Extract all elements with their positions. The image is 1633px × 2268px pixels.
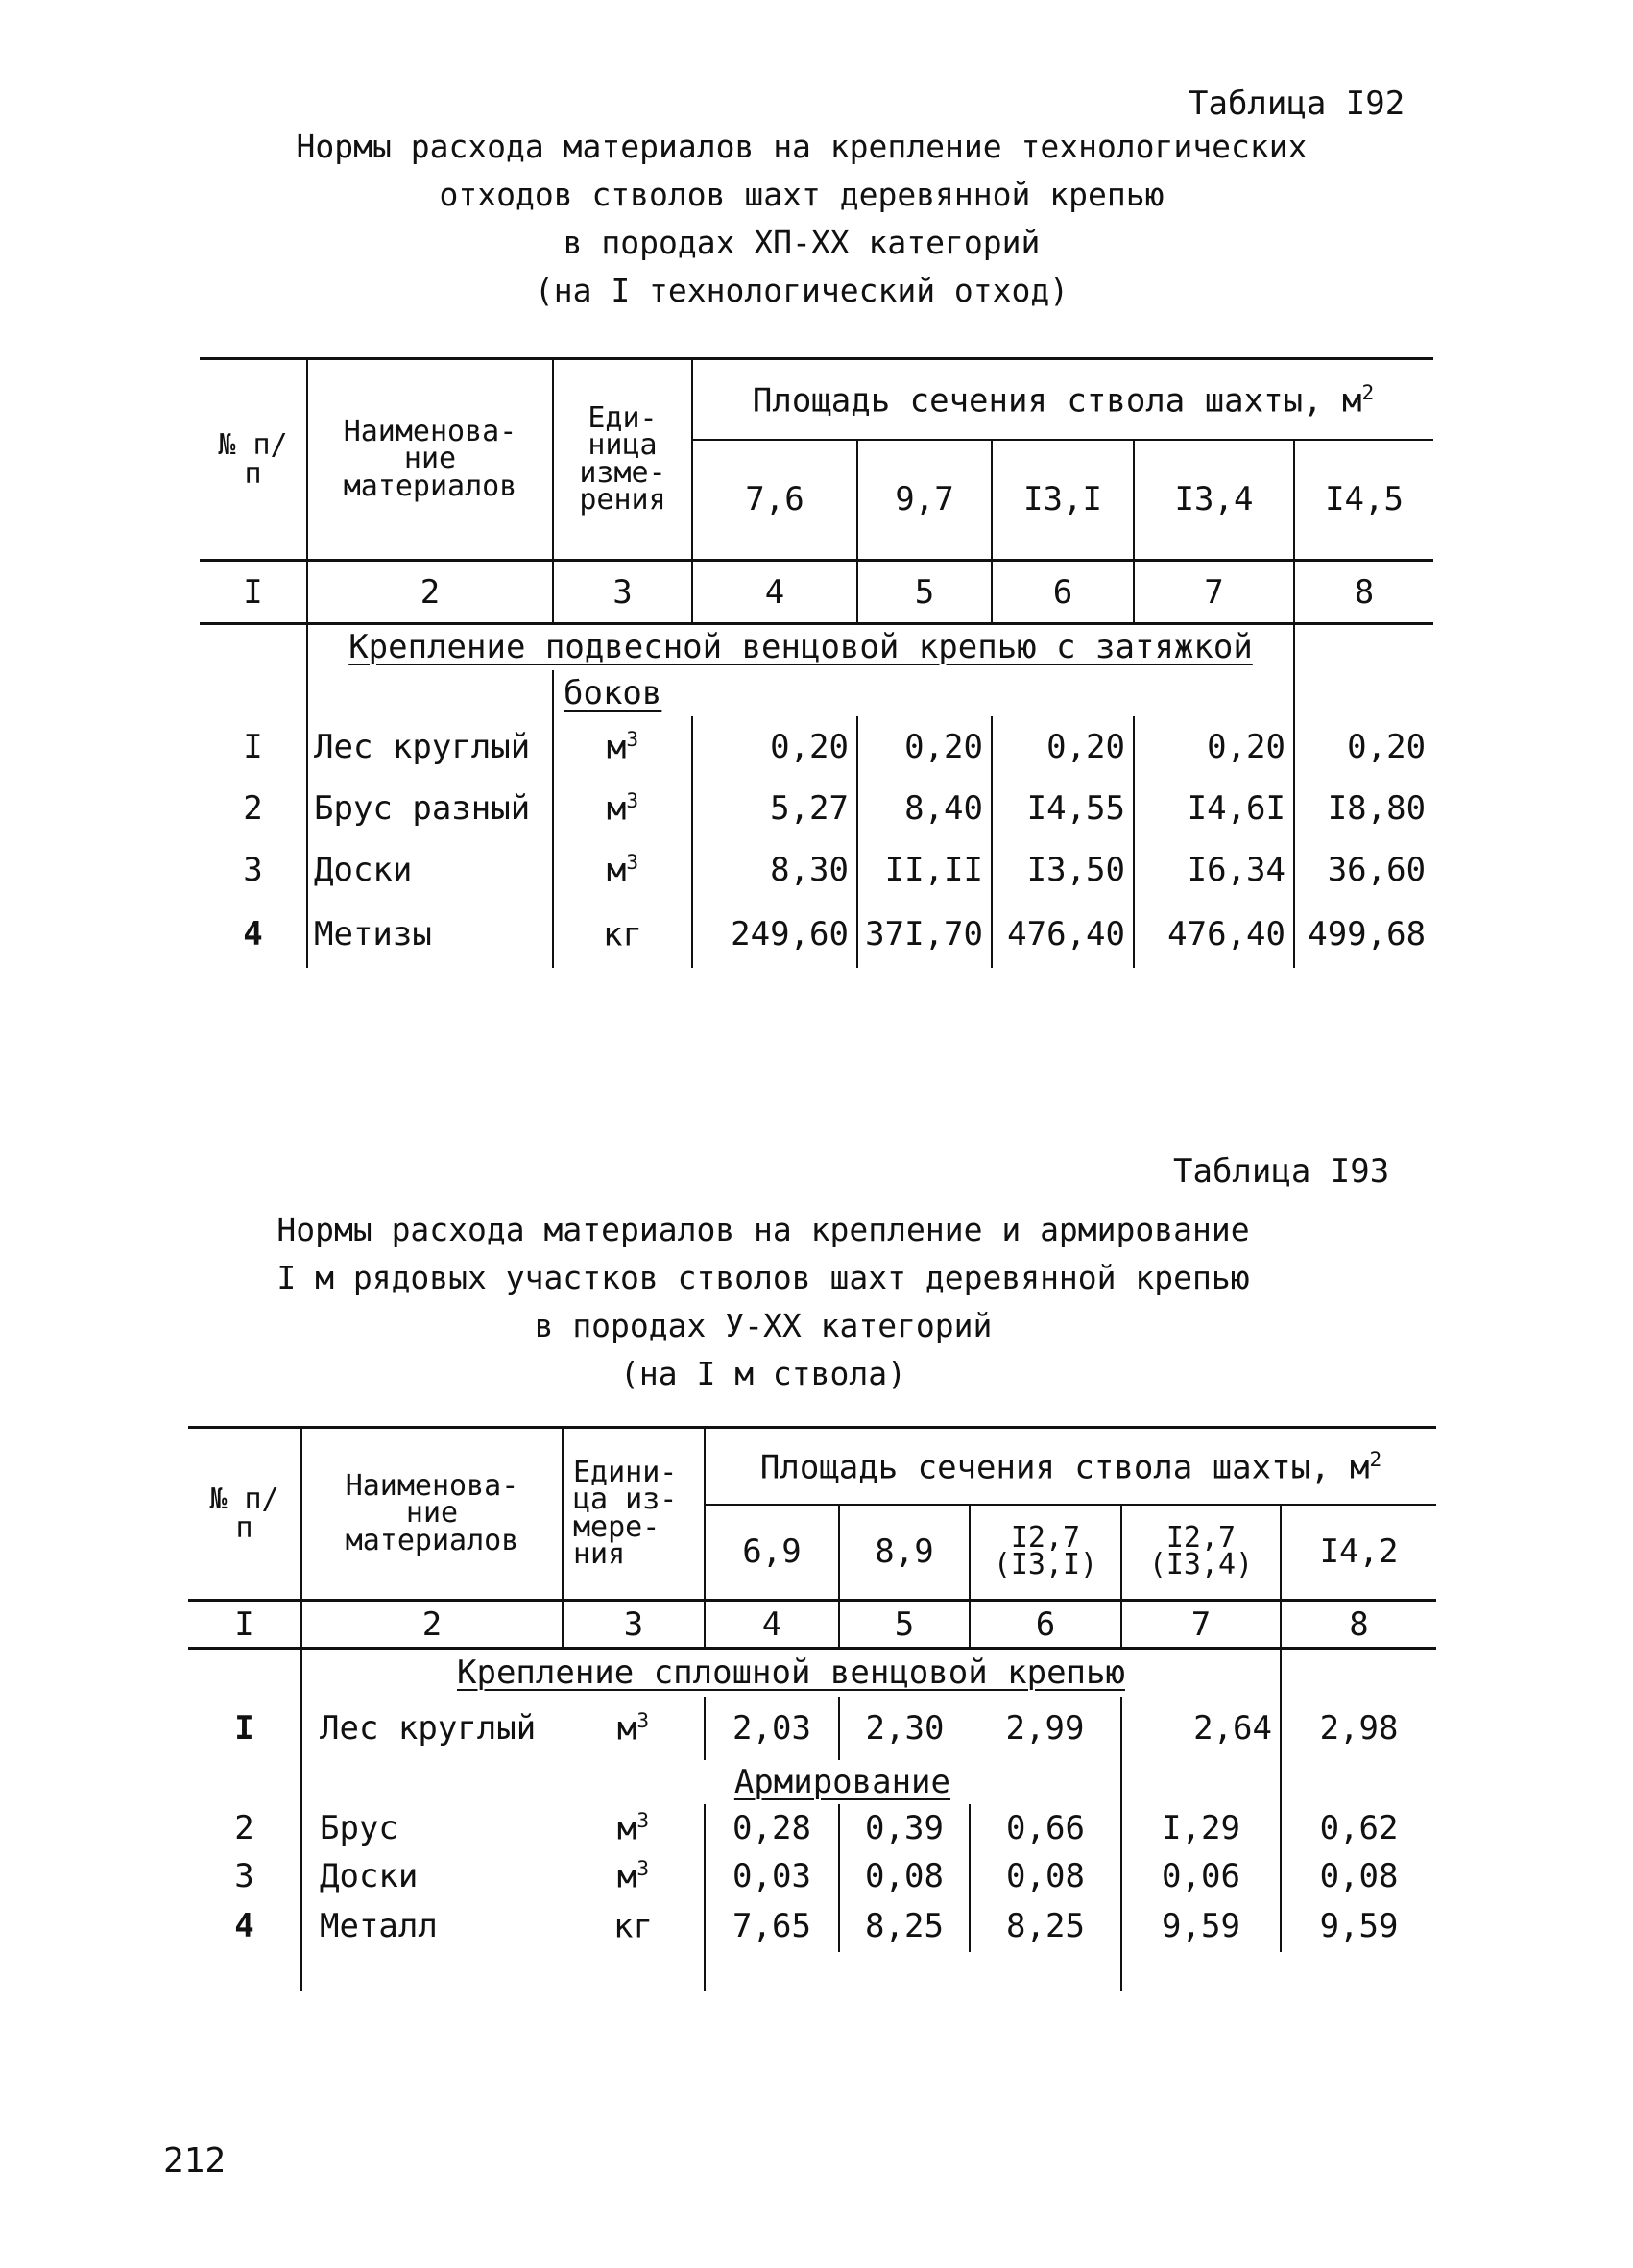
title-line: (на I м ствола) <box>619 1355 906 1392</box>
row-num: 2 <box>243 788 263 828</box>
column-index: 5 <box>857 561 992 624</box>
column-index: I <box>200 561 307 624</box>
row-value: II,II <box>857 839 992 901</box>
row-unit <box>553 901 692 968</box>
row-value: 0,39 <box>839 1804 970 1852</box>
row-value: 499,68 <box>1294 901 1433 968</box>
unit-text: кг <box>603 915 642 954</box>
row-unit <box>563 1697 705 1760</box>
header-area-value: I2,7 (I3,I) <box>970 1505 1121 1601</box>
row-value: 2,98 <box>1281 1697 1436 1760</box>
row-value: 0,20 <box>1134 716 1294 778</box>
header-area-value: 7,6 <box>692 440 857 561</box>
header-area-value: I2,7 (I3,4) <box>1121 1505 1281 1601</box>
unit-text: м <box>606 851 627 890</box>
row-value: 2,99 <box>1005 1708 1085 1748</box>
row-value: I,29 <box>1121 1804 1281 1852</box>
row-name: Лес круглый <box>301 1697 563 1760</box>
row-value: 0,28 <box>705 1804 839 1852</box>
row-value: 0,08 <box>1281 1852 1436 1900</box>
section-heading-cont <box>553 670 1294 716</box>
table-192 <box>200 357 1433 968</box>
title-line: Нормы расхода материалов на крепление и армирование <box>276 1211 1250 1248</box>
unit-sup: 3 <box>626 788 639 813</box>
row-name: Металл <box>301 1900 563 1952</box>
column-index: 3 <box>563 1601 705 1649</box>
table-row <box>188 1697 1436 1760</box>
row-value: 2,64 <box>1121 1697 1281 1760</box>
row-value: 0,20 <box>1294 716 1433 778</box>
row-num: I <box>234 1708 254 1748</box>
table-row <box>188 1804 1436 1852</box>
row-name: Доски <box>301 1852 563 1900</box>
section-heading <box>563 1760 970 1804</box>
column-index: 3 <box>553 561 692 624</box>
row-unit <box>563 1804 705 1852</box>
row-value: 8,25 <box>970 1900 1121 1952</box>
row-value: 0,20 <box>692 716 857 778</box>
row-name: Доски <box>307 839 553 901</box>
header-area <box>705 1428 1436 1505</box>
row-name: Лес круглый <box>307 716 553 778</box>
title-line: в породах ХП-ХХ категорий <box>563 224 1041 261</box>
header-num: № п/п <box>188 1428 301 1601</box>
column-index: 4 <box>705 1601 839 1649</box>
table-row <box>188 1900 1436 1952</box>
unit-text: м <box>616 1709 637 1749</box>
header-area-value: 9,7 <box>857 440 992 561</box>
table-192-number: Таблица I92 <box>1189 84 1405 123</box>
header-area-sup: 2 <box>1361 379 1375 404</box>
row-value: 0,06 <box>1121 1852 1281 1900</box>
column-index: 7 <box>1134 561 1294 624</box>
header-area-value: I4,5 <box>1294 440 1433 561</box>
unit-sup: 3 <box>626 850 639 875</box>
section-heading <box>301 1649 1281 1697</box>
row-name: Брус <box>301 1804 563 1852</box>
row-value: 9,59 <box>1281 1900 1436 1952</box>
table-193-number: Таблица I93 <box>1173 1152 1390 1191</box>
row-value: 0,20 <box>992 716 1134 778</box>
header-name: Наименова- ние материалов <box>307 359 553 561</box>
row-name: Метизы <box>307 901 553 968</box>
row-value: 36,60 <box>1294 839 1433 901</box>
table-193-title <box>230 1206 1296 1398</box>
unit-sup: 3 <box>636 1808 650 1833</box>
row-value: 0,66 <box>970 1804 1121 1852</box>
header-unit: Еди- ница изме- рения <box>553 359 692 561</box>
table-row <box>200 778 1433 839</box>
header-area-label: Площадь сечения ствола шахты, м <box>759 1447 1370 1486</box>
unit-text: м <box>616 1809 637 1848</box>
row-value: 8,25 <box>839 1900 970 1952</box>
unit-sup: 3 <box>636 1856 650 1881</box>
row-value: 8,30 <box>692 839 857 901</box>
title-line: в породах У-ХХ категорий <box>534 1307 993 1344</box>
header-area-label: Площадь сечения ствола шахты, м <box>752 380 1362 420</box>
header-area <box>692 359 1433 440</box>
section-heading-text: Крепление сплошной венцовой крепью <box>457 1653 1125 1693</box>
row-value: 9,59 <box>1121 1900 1281 1952</box>
row-value: 2,03 <box>705 1697 839 1760</box>
header-area-value: I4,2 <box>1281 1505 1436 1601</box>
row-unit <box>563 1852 705 1900</box>
section-heading-text: боков <box>564 673 662 712</box>
table-192-title <box>250 123 1354 315</box>
row-value: I8,80 <box>1294 778 1433 839</box>
row-value: 8,40 <box>857 778 992 839</box>
row-value: 0,20 <box>857 716 992 778</box>
row-value: I6,34 <box>1134 839 1294 901</box>
column-index: 8 <box>1294 561 1433 624</box>
unit-text: м <box>606 728 627 767</box>
section-heading <box>307 624 1294 670</box>
table-row <box>200 716 1433 778</box>
table-row <box>188 1852 1436 1900</box>
row-unit <box>553 716 692 778</box>
row-value: 0,03 <box>705 1852 839 1900</box>
column-index: 6 <box>970 1601 1121 1649</box>
header-num: № п/п <box>200 359 307 561</box>
unit-text: кг <box>613 1907 653 1946</box>
title-line: Нормы расхода материалов на крепление технологических <box>296 128 1308 165</box>
row-num: 3 <box>243 850 263 889</box>
row-value: 2,30 <box>839 1697 970 1760</box>
column-index: 2 <box>301 1601 563 1649</box>
table-row <box>200 901 1433 968</box>
page-number: 212 <box>163 2141 227 2181</box>
column-index: 5 <box>839 1601 970 1649</box>
row-num: 4 <box>234 1906 254 1945</box>
column-index: 7 <box>1121 1601 1281 1649</box>
header-area-value: I3,4 <box>1134 440 1294 561</box>
row-value: I3,50 <box>992 839 1134 901</box>
row-value: 249,60 <box>692 901 857 968</box>
row-value: I4,55 <box>992 778 1134 839</box>
row-value: 0,08 <box>839 1852 970 1900</box>
header-area-value: 8,9 <box>839 1505 970 1601</box>
row-value: 0,08 <box>970 1852 1121 1900</box>
column-index: I <box>188 1601 301 1649</box>
section-heading-text: Крепление подвесной венцовой крепью с затяжкой <box>348 628 1253 667</box>
row-value: 7,65 <box>705 1900 839 1952</box>
table-193 <box>188 1426 1436 1991</box>
row-unit <box>553 778 692 839</box>
title-line: I м рядовых участков стволов шахт деревянной крепью <box>276 1259 1250 1296</box>
unit-text: м <box>616 1857 637 1896</box>
column-index: 4 <box>692 561 857 624</box>
unit-text: м <box>606 789 627 829</box>
row-value: I4,6I <box>1134 778 1294 839</box>
row-num: 4 <box>243 914 263 953</box>
table-row <box>200 839 1433 901</box>
row-num: 3 <box>234 1856 254 1895</box>
header-name: Наименова- ние материалов <box>301 1428 563 1601</box>
column-index: 8 <box>1281 1601 1436 1649</box>
header-unit: Едини- ца из- мере- ния <box>563 1428 705 1601</box>
row-value: 476,40 <box>992 901 1134 968</box>
row-value: 37I,70 <box>857 901 992 968</box>
title-line: (на I технологический отход) <box>534 272 1069 309</box>
row-value: 5,27 <box>692 778 857 839</box>
header-area-value: I3,I <box>992 440 1134 561</box>
column-index: 2 <box>307 561 553 624</box>
row-num: I <box>243 727 263 766</box>
section-heading-text: Армирование <box>733 1762 950 1801</box>
unit-sup: 3 <box>636 1708 650 1733</box>
unit-sup: 3 <box>626 727 639 752</box>
row-unit <box>553 839 692 901</box>
header-area-sup: 2 <box>1369 1446 1382 1471</box>
column-index: 6 <box>992 561 1134 624</box>
row-num: 2 <box>234 1808 254 1847</box>
row-name: Брус разный <box>307 778 553 839</box>
header-area-value: 6,9 <box>705 1505 839 1601</box>
row-value: 0,62 <box>1281 1804 1436 1852</box>
title-line: отходов стволов шахт деревянной крепью <box>439 176 1165 213</box>
row-unit <box>563 1900 705 1952</box>
row-value: 476,40 <box>1134 901 1294 968</box>
